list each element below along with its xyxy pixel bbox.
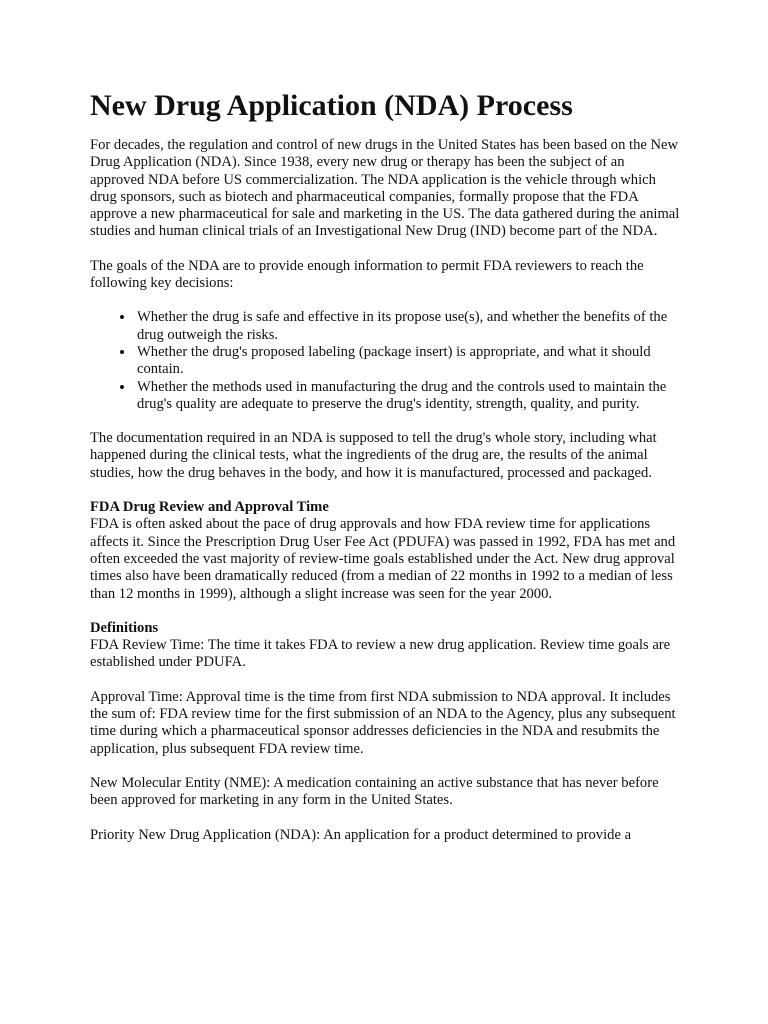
review-approval-section [90, 499, 680, 603]
list-item: • Whether the drug is safe and effective in its propose use(s), and whether the benefits of the drug outweigh the risks. [135, 309, 680, 344]
definition-priority-nda: Priority New Drug Application (NDA): An application for a product determined to provide a [90, 826, 632, 843]
definition-approval-time: Approval Time: Approval time is the time from first NDA submission to NDA approval. It includes the sum of: FDA review time for the first submission of an NDA to the Agency, plus any subsequent time during which a pharmaceutical sponsor addresses deficiencies in the NDA and resubmits the application, plus subsequent FDA review time. [90, 688, 676, 757]
list-item: • Whether the methods used in manufacturing the drug and the controls used to maintain the drug's quality are adequate to preserve the drug's identity, strength, quality, and purity. [135, 379, 680, 414]
list-item: • Whether the drug's proposed labeling (package insert) is appropriate, and what it should contain. [135, 344, 680, 379]
document-page [90, 88, 680, 861]
documentation-paragraph: The documentation required in an NDA is supposed to tell the drug's whole story, including what happened during the clinical tests, what the ingredients of the drug are, the results of the animal studies, how the drug behaves in the body, and how it is manufactured, processed and packaged. [90, 430, 657, 481]
key-decisions-list [90, 309, 680, 413]
review-approval-paragraph: FDA is often asked about the pace of drug approvals and how FDA review time for applications affects it. Since the Prescription Drug User Fee Act (PDUFA) was passed in 1992, FDA has met and often exceeded the vast majority of review-time goals established under the Act. New drug approval times also have been dramatically reduced (from a median of 22 months in 1992 to a median of less than 12 months in 1999), although a slight increase was seen for the year 2000. [90, 516, 676, 602]
goals-paragraph: The goals of the NDA are to provide enough information to permit FDA reviewers to reach the following key decisions: [90, 257, 644, 292]
definition-review-time: FDA Review Time: The time it takes FDA to review a new drug application. Review time goals are established under PDUFA. [90, 637, 671, 671]
page-title: New Drug Application (NDA) Process [90, 89, 573, 122]
definition-nme: New Molecular Entity (NME): A medication containing an active substance that has never before been approved for marketing in any form in the United States. [90, 774, 659, 809]
definitions-section [90, 620, 680, 672]
section-heading-definitions: Definitions [90, 619, 159, 636]
section-heading-review: FDA Drug Review and Approval Time [90, 499, 329, 516]
intro-paragraph: For decades, the regulation and control of new drugs in the United States has been based on the New Drug Application (NDA). Since 1938, every new drug or therapy has been the subject of an approved NDA before US commercialization. The NDA application is the vehicle through which drug sponsors, such as biotech and pharmaceutical companies, formally propose that the FDA approve a new pharmaceutical for sale and marketing in the US. The data gathered during the animal studies and human clinical trials of an Investigational New Drug (IND) become part of the NDA. [90, 137, 680, 240]
